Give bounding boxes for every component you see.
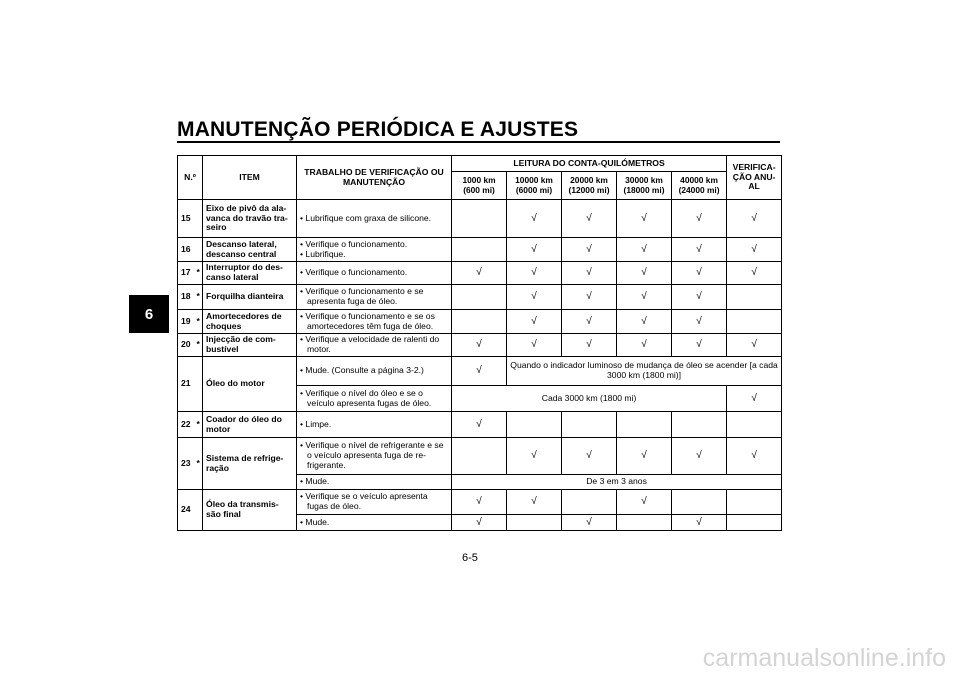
check-cell: √ xyxy=(562,238,617,262)
work-cell xyxy=(297,262,452,285)
check-cell xyxy=(727,515,782,531)
task-text: • Mude. xyxy=(300,516,330,527)
interval-km: 10000 km xyxy=(515,174,553,185)
check-cell: √ xyxy=(672,515,727,531)
check-cell xyxy=(452,238,507,262)
item-name: Forquilha dianteira xyxy=(203,285,297,310)
row-number: 18 xyxy=(178,285,194,310)
check-cell: √ xyxy=(507,238,562,262)
row-number: 21 xyxy=(178,357,194,412)
task-text: • Mude. xyxy=(300,476,330,487)
check-cell: √ xyxy=(562,334,617,357)
check-cell: √ xyxy=(672,262,727,285)
task-text: • Verifique o funcionamento. xyxy=(300,238,408,249)
interval-km: 1000 km xyxy=(462,174,496,185)
check-cell xyxy=(452,310,507,334)
title-rule xyxy=(177,141,780,143)
table-row xyxy=(178,238,782,262)
check-cell: √ xyxy=(617,262,672,285)
work-cell xyxy=(297,438,452,475)
work-cell xyxy=(297,490,452,515)
table-row xyxy=(178,438,782,475)
check-cell: √ xyxy=(617,285,672,310)
section-tab: 6 xyxy=(129,295,169,333)
item-name: Injecção de com- bustível xyxy=(203,334,297,357)
work-cell xyxy=(297,357,452,386)
row-star xyxy=(194,200,203,238)
interval-note: Cada 3000 km (1800 mi) xyxy=(452,386,727,412)
work-cell xyxy=(297,334,452,357)
maintenance-table xyxy=(177,155,782,531)
item-name: Coador do óleo do motor xyxy=(203,412,297,438)
row-star: * xyxy=(194,262,203,285)
item-name: Descanso lateral, descanso central xyxy=(203,238,297,262)
check-cell: √ xyxy=(617,200,672,238)
row-star: * xyxy=(194,334,203,357)
check-cell xyxy=(452,285,507,310)
check-cell xyxy=(617,515,672,531)
check-cell xyxy=(617,412,672,438)
check-cell xyxy=(727,412,782,438)
work-cell xyxy=(297,386,452,412)
check-cell: √ xyxy=(672,238,727,262)
work-cell xyxy=(297,310,452,334)
work-cell xyxy=(297,475,452,490)
check-cell: √ xyxy=(507,334,562,357)
check-cell: √ xyxy=(452,334,507,357)
check-cell: √ xyxy=(727,386,782,412)
item-name: Amortecedores de choques xyxy=(203,310,297,334)
check-cell: √ xyxy=(452,490,507,515)
interval-header xyxy=(672,172,727,200)
check-cell: √ xyxy=(507,310,562,334)
check-cell xyxy=(727,310,782,334)
row-number: 15 xyxy=(178,200,194,238)
interval-header xyxy=(452,172,507,200)
table-row xyxy=(178,200,782,238)
check-cell: √ xyxy=(562,200,617,238)
row-star: * xyxy=(194,412,203,438)
work-cell xyxy=(297,515,452,531)
interval-mi: (600 mi) xyxy=(463,184,495,195)
check-cell xyxy=(672,412,727,438)
header-work: TRABALHO DE VERIFICAÇÃO OU MANUTENÇÃO xyxy=(297,156,452,200)
task-text: • Mude. (Consulte a página 3-2.) xyxy=(300,365,424,376)
check-cell: √ xyxy=(617,238,672,262)
task-text: • Verifique se o veículo apresenta fugas de óleo. xyxy=(300,491,428,511)
row-star: * xyxy=(194,438,203,490)
table-row xyxy=(178,285,782,310)
check-cell: √ xyxy=(727,238,782,262)
interval-note: De 3 em 3 anos xyxy=(452,475,782,490)
header-annual: VERIFICA- ÇÃO ANU- AL xyxy=(727,156,782,200)
check-cell: √ xyxy=(617,490,672,515)
page-title: MANUTENÇÃO PERIÓDICA E AJUSTES xyxy=(177,118,579,141)
row-star: * xyxy=(194,285,203,310)
task-text: • Limpe. xyxy=(300,418,332,429)
check-cell xyxy=(727,285,782,310)
check-cell: √ xyxy=(507,490,562,515)
task-text: • Verifique o funcionamento e se apresenta fuga de óleo. xyxy=(300,286,424,306)
check-cell: √ xyxy=(727,200,782,238)
check-cell xyxy=(672,490,727,515)
row-number: 22 xyxy=(178,412,194,438)
check-cell: √ xyxy=(672,438,727,475)
interval-mi: (18000 mi) xyxy=(623,184,665,195)
check-cell: √ xyxy=(672,334,727,357)
check-cell: √ xyxy=(507,285,562,310)
check-cell: √ xyxy=(507,438,562,475)
item-name: Óleo do motor xyxy=(203,357,297,412)
item-name: Óleo da transmis- são final xyxy=(203,490,297,531)
work-cell xyxy=(297,285,452,310)
check-cell: √ xyxy=(452,412,507,438)
page-number: 6-5 xyxy=(462,552,478,564)
item-name: Sistema de refrige- ração xyxy=(203,438,297,490)
interval-header xyxy=(507,172,562,200)
task-text: • Verifique o funcionamento e se os amortecedores têm fuga de óleo. xyxy=(300,310,435,331)
check-cell: √ xyxy=(452,515,507,531)
check-cell: √ xyxy=(562,438,617,475)
check-cell: √ xyxy=(452,357,507,386)
row-star xyxy=(194,238,203,262)
task-text: • Verifique o nível do óleo e se o veículo apresenta fugas de óleo. xyxy=(300,387,432,408)
table-row xyxy=(178,357,782,386)
interval-km: 40000 km xyxy=(680,174,718,185)
row-star: * xyxy=(194,310,203,334)
row-number: 17 xyxy=(178,262,194,285)
header-item: ITEM xyxy=(203,156,297,200)
task-text: • Verifique a velocidade de ralenti do motor. xyxy=(300,334,440,354)
check-cell: √ xyxy=(452,262,507,285)
work-cell xyxy=(297,412,452,438)
watermark: carmanualsonline.info xyxy=(702,644,946,672)
check-cell xyxy=(562,490,617,515)
check-cell: √ xyxy=(727,334,782,357)
task-text: • Verifique o nível de refrigerante e se o veículo apresenta fuga de re- frigerante. xyxy=(300,440,444,470)
check-cell: √ xyxy=(672,310,727,334)
task-text: • Lubrifique. xyxy=(300,248,346,259)
check-cell: √ xyxy=(507,262,562,285)
check-cell: √ xyxy=(727,262,782,285)
row-number: 19 xyxy=(178,310,194,334)
check-cell xyxy=(452,200,507,238)
row-number: 20 xyxy=(178,334,194,357)
table-row xyxy=(178,334,782,357)
check-cell: √ xyxy=(507,200,562,238)
check-cell xyxy=(507,412,562,438)
table-row xyxy=(178,310,782,334)
check-cell: √ xyxy=(562,515,617,531)
check-cell xyxy=(452,438,507,475)
interval-mi: (12000 mi) xyxy=(568,184,610,195)
row-star xyxy=(194,357,203,412)
interval-km: 20000 km xyxy=(570,174,608,185)
interval-header xyxy=(562,172,617,200)
table-row xyxy=(178,412,782,438)
check-cell: √ xyxy=(672,200,727,238)
interval-note: Quando o indicador luminoso de mudança de óleo se acender [a cada 3000 km (1800 mi)] xyxy=(507,357,782,386)
task-text: • Lubrifique com graxa de silicone. xyxy=(300,212,432,223)
interval-header xyxy=(617,172,672,200)
work-cell xyxy=(297,200,452,238)
row-number: 16 xyxy=(178,238,194,262)
work-cell xyxy=(297,238,452,262)
check-cell: √ xyxy=(672,285,727,310)
item-name: Eixo de pivô da ala- vanca do travão tra- seiro xyxy=(203,200,297,238)
check-cell: √ xyxy=(617,310,672,334)
check-cell: √ xyxy=(727,438,782,475)
check-cell: √ xyxy=(562,310,617,334)
table-row xyxy=(178,262,782,285)
interval-mi: (24000 mi) xyxy=(678,184,720,195)
task-text: • Verifique o funcionamento. xyxy=(300,267,408,278)
check-cell: √ xyxy=(562,285,617,310)
item-name: Interruptor do des- canso lateral xyxy=(203,262,297,285)
row-star xyxy=(194,490,203,531)
check-cell: √ xyxy=(617,438,672,475)
interval-mi: (6000 mi) xyxy=(515,184,553,195)
table-row xyxy=(178,490,782,515)
row-number: 24 xyxy=(178,490,194,531)
interval-km: 30000 km xyxy=(625,174,663,185)
header-odometer: LEITURA DO CONTA-QUILÓMETROS xyxy=(452,156,727,172)
header-no: N.º xyxy=(178,156,203,200)
row-number: 23 xyxy=(178,438,194,490)
check-cell xyxy=(562,412,617,438)
check-cell: √ xyxy=(617,334,672,357)
check-cell xyxy=(507,515,562,531)
check-cell xyxy=(727,490,782,515)
check-cell: √ xyxy=(562,262,617,285)
